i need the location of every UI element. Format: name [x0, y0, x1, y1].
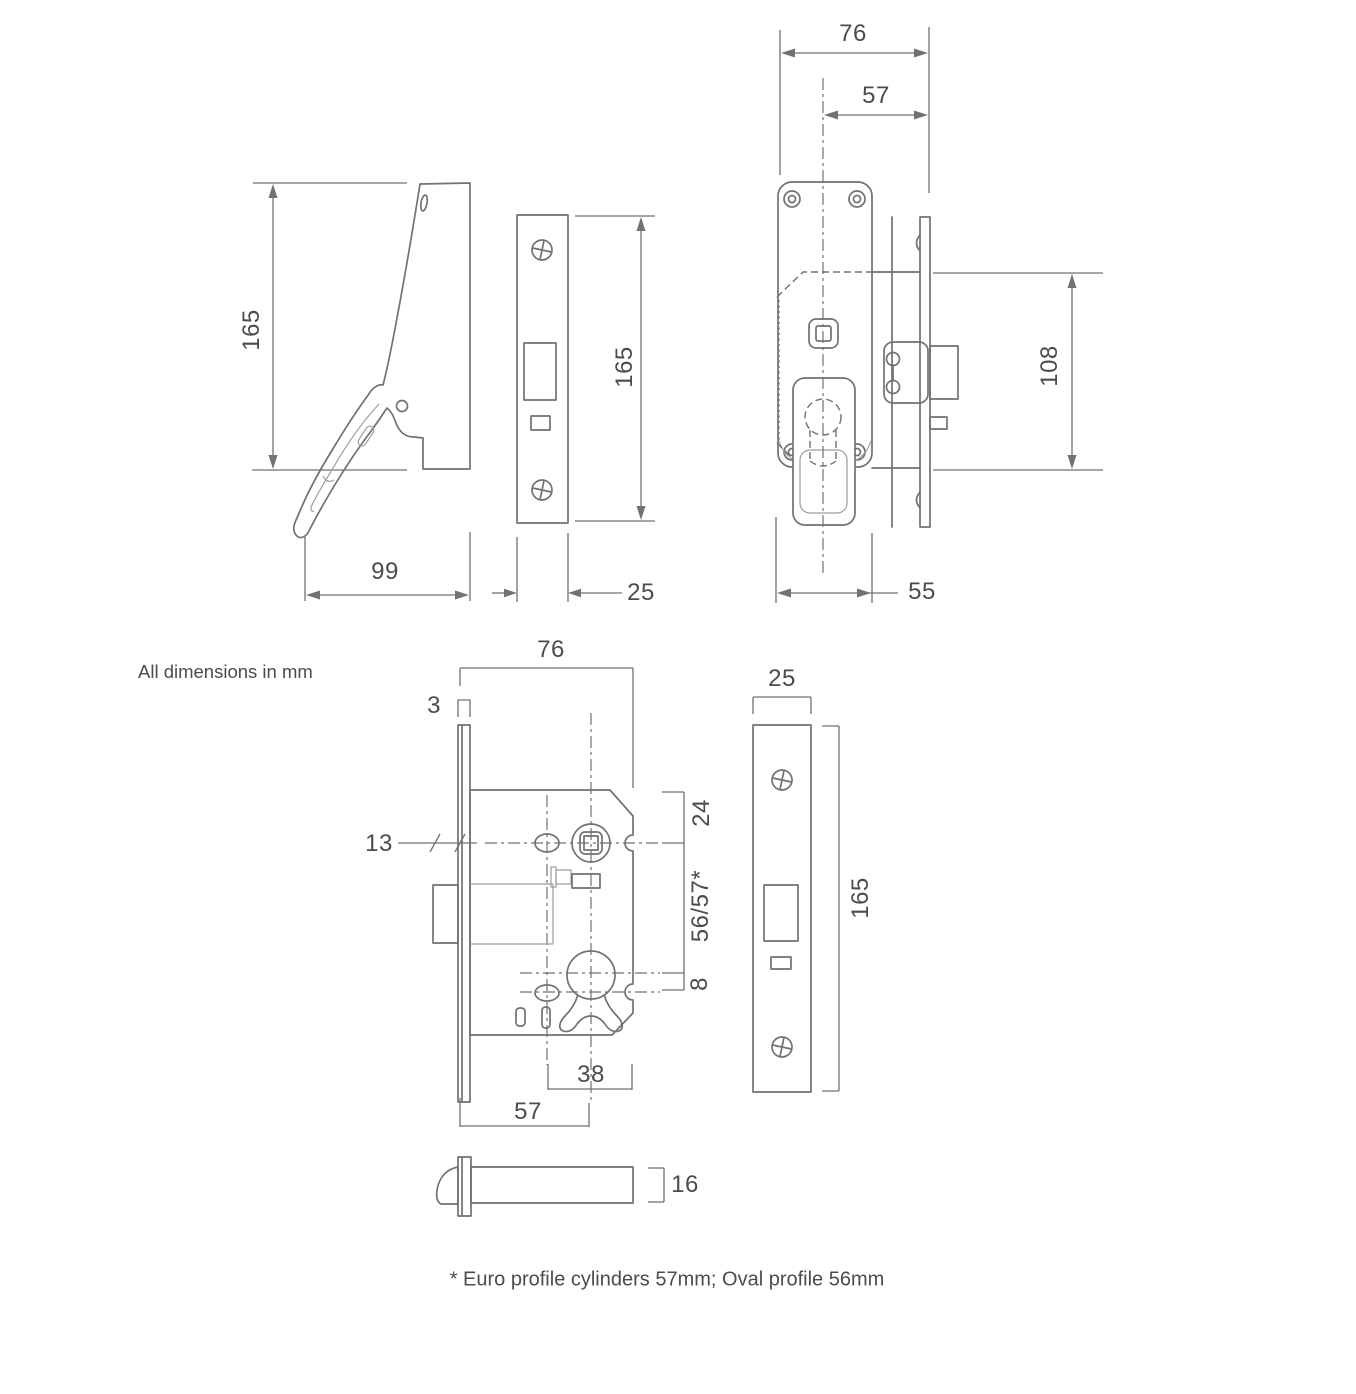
screw-bottom: [530, 478, 554, 502]
deadbolt-stub: [930, 417, 947, 429]
case-faceplate-strip: [458, 725, 470, 1102]
dim-assembly-depth: 76: [839, 20, 867, 47]
view-assembly-side: [776, 27, 1103, 603]
paddle-handle: [793, 378, 855, 525]
dim-case-cyl-width: 38: [577, 1061, 605, 1088]
case-body: [470, 790, 633, 1035]
dim-case-top-to-spindle: 24: [688, 799, 715, 827]
view-handle-side: [252, 183, 470, 601]
dim-assembly-backset: 57: [862, 82, 890, 109]
view-faceplate-rear: [753, 697, 839, 1092]
dim-case-plate-thickness: 3: [427, 692, 441, 719]
deadbolt-indicator: [771, 957, 791, 969]
view-faceplate-front: [492, 215, 655, 602]
units-note: All dimensions in mm: [138, 661, 313, 682]
dim-assembly-height: 108: [1036, 345, 1063, 387]
dim-case-latch-throw: 13: [365, 830, 393, 857]
dim-handle-height: 165: [238, 309, 265, 351]
latch-opening: [764, 885, 798, 941]
dim-latch-height: 16: [671, 1171, 699, 1198]
dim-case-depth: 76: [537, 636, 565, 663]
latch-head: [437, 1167, 458, 1204]
dim-case-cyl-offset: 8: [686, 977, 713, 991]
dim-case-backset: 57: [514, 1098, 542, 1125]
latch-case-body: [471, 1167, 633, 1203]
dim-faceplate-front-height: 165: [611, 346, 638, 388]
view-latch-side: [437, 1157, 664, 1216]
handle-top-hole: [420, 195, 429, 212]
latch-bolt-projection: [930, 346, 958, 399]
dim-faceplate-rear-height: 165: [847, 877, 874, 919]
handle-pivot-hole: [397, 401, 408, 412]
dim-faceplate-front-width: 25: [627, 579, 655, 606]
dim-assembly-plate-width: 55: [908, 578, 936, 605]
dim-faceplate-rear-width: 25: [768, 665, 796, 692]
hidden-case-top: [777, 272, 871, 297]
dim-handle-width: 99: [371, 558, 399, 585]
screw-top: [530, 238, 554, 262]
latch-opening: [524, 343, 556, 400]
cylinder-footnote: * Euro profile cylinders 57mm; Oval profile 56mm: [449, 1268, 885, 1291]
dim-case-centres: 56/57*: [687, 869, 714, 943]
deadbolt-indicator: [531, 416, 550, 430]
latch-bolt: [433, 885, 458, 943]
handle-outline: [294, 183, 470, 538]
screw-top: [770, 768, 794, 792]
view-case-rear: [398, 668, 684, 1127]
screw-bottom: [770, 1035, 794, 1059]
